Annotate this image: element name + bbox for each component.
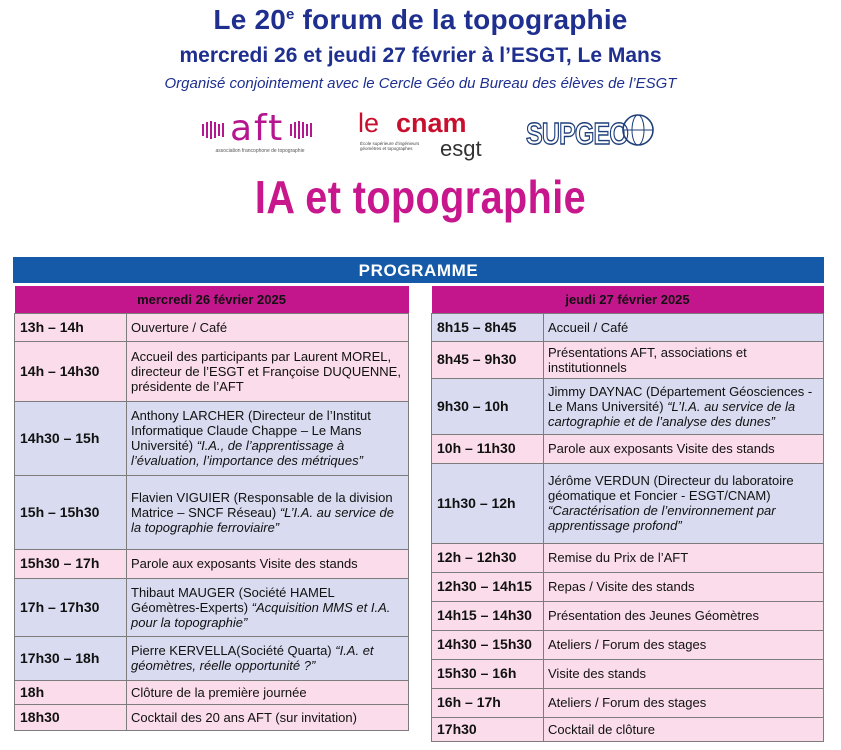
talk-title: “L’I.A. au service de la cartographie et de l’analyse des dunes” bbox=[548, 398, 796, 429]
session-text: Accueil / Café bbox=[548, 319, 629, 335]
supgeo-graphic bbox=[524, 110, 656, 156]
day1-header-row bbox=[15, 286, 409, 313]
session-time: 12h – 12h30 bbox=[432, 543, 544, 572]
session-description bbox=[544, 313, 824, 341]
talk-title: “L’I.A. au service de la topographie ferroviaire” bbox=[131, 504, 394, 535]
day2-schedule-table bbox=[431, 286, 824, 742]
session-description bbox=[544, 601, 824, 630]
session-time: 15h – 15h30 bbox=[15, 475, 127, 549]
session-text: Repas / Visite des stands bbox=[548, 579, 695, 594]
table-row bbox=[15, 475, 409, 549]
session-description bbox=[127, 475, 409, 549]
session-description bbox=[544, 463, 824, 543]
session-description bbox=[544, 341, 824, 378]
session-time: 14h30 – 15h bbox=[15, 401, 127, 475]
talk-title: “I.A. et géomètres, réelle opportunité ?” bbox=[131, 643, 374, 673]
session-description bbox=[127, 549, 409, 578]
event-dates: mercredi 26 et jeudi 27 février à l’ESGT, Le Mans bbox=[179, 44, 662, 67]
session-description bbox=[127, 680, 409, 704]
table-row bbox=[432, 688, 824, 717]
talk-title: “Acquisition MMS et I.A. pour la topographie” bbox=[131, 599, 391, 630]
session-text: Cocktail de clôture bbox=[548, 721, 655, 737]
session-text: Clôture de la première journée bbox=[131, 684, 307, 700]
table-row bbox=[432, 341, 824, 378]
event-title bbox=[0, 4, 841, 36]
title-text-rest: forum de la topographie bbox=[294, 4, 628, 35]
session-time: 8h15 – 8h45 bbox=[432, 313, 544, 341]
table-row bbox=[15, 636, 409, 680]
cnam-small-text: École supérieure d’ingénieurs géomètres et topographes bbox=[360, 141, 420, 151]
day2-heading: jeudi 27 février 2025 bbox=[432, 286, 824, 313]
aft-wordmark: aft bbox=[230, 108, 285, 149]
session-time: 11h30 – 12h bbox=[432, 463, 544, 543]
table-row bbox=[432, 378, 824, 434]
session-text: Pierre KERVELLA(Société Quarta) bbox=[131, 643, 336, 658]
session-time: 17h30 – 18h bbox=[15, 636, 127, 680]
session-text: Anthony LARCHER (Directeur de l’Institut Informatique Claude Chappe – Le Mans Université) bbox=[131, 408, 371, 453]
session-description bbox=[127, 636, 409, 680]
session-description bbox=[544, 717, 824, 741]
table-row bbox=[15, 549, 409, 578]
session-time: 17h – 17h30 bbox=[15, 578, 127, 636]
esgt-wordmark: esgt bbox=[440, 136, 482, 161]
session-text: Ouverture / Café bbox=[131, 319, 228, 335]
session-description bbox=[544, 434, 824, 463]
table-row bbox=[432, 463, 824, 543]
session-text: Ateliers / Forum des stages bbox=[548, 695, 707, 710]
session-time: 10h – 11h30 bbox=[432, 434, 544, 463]
session-text: Présentation des Jeunes Géomètres bbox=[548, 608, 760, 623]
programme-banner: PROGRAMME bbox=[13, 257, 824, 283]
session-time: 14h – 14h30 bbox=[15, 341, 127, 401]
session-time: 17h30 bbox=[432, 717, 544, 741]
session-description bbox=[544, 688, 824, 717]
session-time: 9h30 – 10h bbox=[432, 378, 544, 434]
aft-tagline: association francophone de topographie bbox=[215, 148, 305, 154]
session-description bbox=[127, 401, 409, 475]
session-text: Parole aux exposants Visite des stands bbox=[548, 441, 775, 456]
day1-heading: mercredi 26 février 2025 bbox=[15, 286, 409, 313]
session-time: 16h – 17h bbox=[432, 688, 544, 717]
session-text: Flavien VIGUIER (Responsable de la division Matrice – SNCF Réseau) bbox=[131, 489, 393, 520]
session-text: Présentations AFT, associations et institutionnels bbox=[548, 344, 747, 375]
day2-header-row bbox=[432, 286, 824, 313]
cnam-le: le bbox=[358, 108, 380, 138]
session-text: Ateliers / Forum des stages bbox=[548, 637, 707, 652]
table-row bbox=[15, 680, 409, 704]
table-row bbox=[432, 601, 824, 630]
title-superscript: e bbox=[286, 6, 295, 23]
aft-logo bbox=[200, 108, 320, 160]
table-row bbox=[15, 313, 409, 341]
session-time: 14h15 – 14h30 bbox=[432, 601, 544, 630]
session-description bbox=[544, 572, 824, 601]
session-text: Thibaut MAUGER (Société HAMEL Géomètres-Experts) bbox=[131, 584, 335, 615]
session-text: Jimmy DAYNAC (Département Géosciences - Le Mans Université) bbox=[548, 383, 813, 414]
table-row bbox=[15, 704, 409, 730]
session-description bbox=[127, 704, 409, 730]
session-text: Accueil des participants par Laurent MOREL, directeur de l’ESGT et Françoise DUQUENNE, présidente de l’AFT bbox=[131, 348, 401, 394]
talk-title: “I.A., de l’apprentissage à l’évaluation, l’importance des métriques” bbox=[131, 438, 363, 468]
talk-title: “Caractérisation de l’environnement par apprentissage profond” bbox=[548, 503, 776, 533]
session-description bbox=[127, 341, 409, 401]
session-text: Cocktail des 20 ans AFT (sur invitation) bbox=[131, 709, 357, 725]
table-row bbox=[432, 434, 824, 463]
logo-strip bbox=[0, 108, 841, 166]
session-description bbox=[127, 313, 409, 341]
title-text: Le 20 bbox=[213, 4, 286, 35]
session-time: 18h30 bbox=[15, 704, 127, 730]
table-row bbox=[432, 543, 824, 572]
session-time: 15h30 – 17h bbox=[15, 549, 127, 578]
session-time: 13h – 14h bbox=[15, 313, 127, 341]
session-text: Jérôme VERDUN (Directeur du laboratoire géomatique et Foncier - ESGT/CNAM) bbox=[548, 473, 794, 503]
session-description bbox=[544, 378, 824, 434]
table-row bbox=[15, 578, 409, 636]
table-row bbox=[432, 659, 824, 688]
cnam-logo bbox=[358, 108, 493, 166]
table-row bbox=[432, 630, 824, 659]
session-description bbox=[544, 659, 824, 688]
session-text: Remise du Prix de l’AFT bbox=[548, 550, 689, 565]
session-text: Parole aux exposants Visite des stands bbox=[131, 556, 358, 571]
session-time: 14h30 – 15h30 bbox=[432, 630, 544, 659]
day1-schedule-table bbox=[14, 286, 409, 731]
table-row bbox=[15, 341, 409, 401]
supgeo-logo bbox=[524, 110, 656, 156]
session-time: 15h30 – 16h bbox=[432, 659, 544, 688]
cnam-wordmark: cnam bbox=[396, 108, 467, 138]
session-time: 8h45 – 9h30 bbox=[432, 341, 544, 378]
session-text: Visite des stands bbox=[548, 666, 647, 681]
session-description bbox=[544, 543, 824, 572]
organizer-note: Organisé conjointement avec le Cercle Géo du Bureau des élèves de l’ESGT bbox=[164, 75, 677, 92]
table-row bbox=[432, 313, 824, 341]
session-time: 18h bbox=[15, 680, 127, 704]
session-time: 12h30 – 14h15 bbox=[432, 572, 544, 601]
session-description bbox=[127, 578, 409, 636]
main-title: IA et topographie bbox=[254, 171, 587, 223]
table-row bbox=[432, 717, 824, 741]
session-description bbox=[544, 630, 824, 659]
table-row bbox=[432, 572, 824, 601]
supgeo-text: SUPGEO bbox=[526, 116, 628, 151]
table-row bbox=[15, 401, 409, 475]
